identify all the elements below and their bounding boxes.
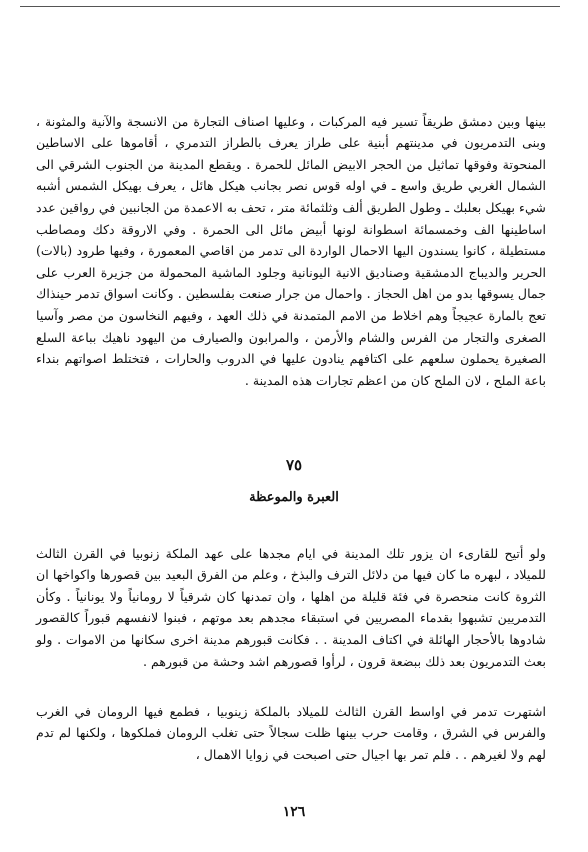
body-paragraph-decline: اشتهرت تدمر في اواسط القرن الثالث للميلاد بالملكة زينوبيا ، فطمع فيها الرومان في الغرب والفرس في الشرق ، وقامت حرب بينها ظلت سجالاً حتى تغلب الرومان فملكوها ، ولكنها لم تدم لهم ولا لغيرهم . . فلم تمر بها اجيال حتى اصبحت في زوايا الاهمال ،	[36, 703, 546, 762]
top-rule	[20, 6, 560, 7]
section-number: ٧٥	[285, 456, 303, 474]
body-paragraph-zenobia-era: ولو أتيح للقارىء ان يزور تلك المدينة في ايام مجدها على عهد الملكة زنوبيا في القرن الثالث للميلاد ، لبهره ما كان فيها من دلائل الترف والبذخ ، وعلم من الفرق البعيد بين قصورها واكواخها ان الثروة كانت منحصرة في فئة قليلة من اهلها ، وان تمدنها كان شرقياً لا رومانياً ولا يونانياً . وكأن التدمريين تشبهوا بقدماء المصريين في استبقاء مجدهم بعد موتهم ، فبنوا لانفسهم قبوراً كالقصور شادوها بالأحجار الهائلة في اكتاف المدينة . . فكانت قبورهم مدينة اخرى سكانها من الاموات . ولو بعث التدمريون بعد ذلك ببضعة قرون ، لرأوا قصورهم اشد وحشة من قبورهم .	[36, 545, 546, 669]
section-title: العبرة والموعظة	[249, 490, 339, 505]
page-number: ١٢٦	[282, 804, 306, 820]
body-paragraph-trade: بينها وبين دمشق طريقاً تسير فيه المركبات ، وعليها اصناف التجارة من الانسجة والآنية والمثونة ، وبنى التدمريون في مدينتهم أبنية على طراز يعرف بالطراز التدمري ، أقاموها على الاساطين المنحوتة وفوقها تماثيل من الحجر الابيض المائل للحمرة . ويقطع المدينة من الجنوب الشرقي الى الشمال الغربي طريق واسع ـ في اوله قوس نصر بجانب هيكل هائل ، يعرف بهيكل الشمس أشبه شيء بهيكل بعلبك ـ وطول الطريق ألف وثلثمائة متر ، تحف به الاعمدة من الجانبين في رواقين عدد اساطينها الف وخمسمائة اسطوانة لونها أبيض مائل الى الحمرة . وفي الاروقة دكك ومصاطب مستطيلة ، كانوا يسندون اليها الاحمال الواردة الى تدمر من اقاصي المعمورة ، وفيها طرود (بالات) الحرير والديباج الدمشقية وصناديق الانية اليونانية وجلود الماشية المحمولة من جزيرة العرب على جمال يسوقها بدو من اهل الحجاز . واحمال من جرار صنعت بفلسطين . وكانت اسواق تدمر حينذاك تعج بالمارة عجيجاً وهم اخلاط من الامم المتمدنة في ذلك العهد ، وفيهم النخاسون من مصر وآسيا الصغرى والتجار من الفرس والشام والأرمن ، والمرابون والصيارف من اليهود ناهيك بباعة السلع الصغيرة يحملون سلعهم على اكتافهم ينادون عليها في الدروب والحارات ، فتختلط اصواتهم بنداء باعة الملح ، لان الملح كان من اعظم تجارات هذه المدينة .	[36, 113, 546, 388]
